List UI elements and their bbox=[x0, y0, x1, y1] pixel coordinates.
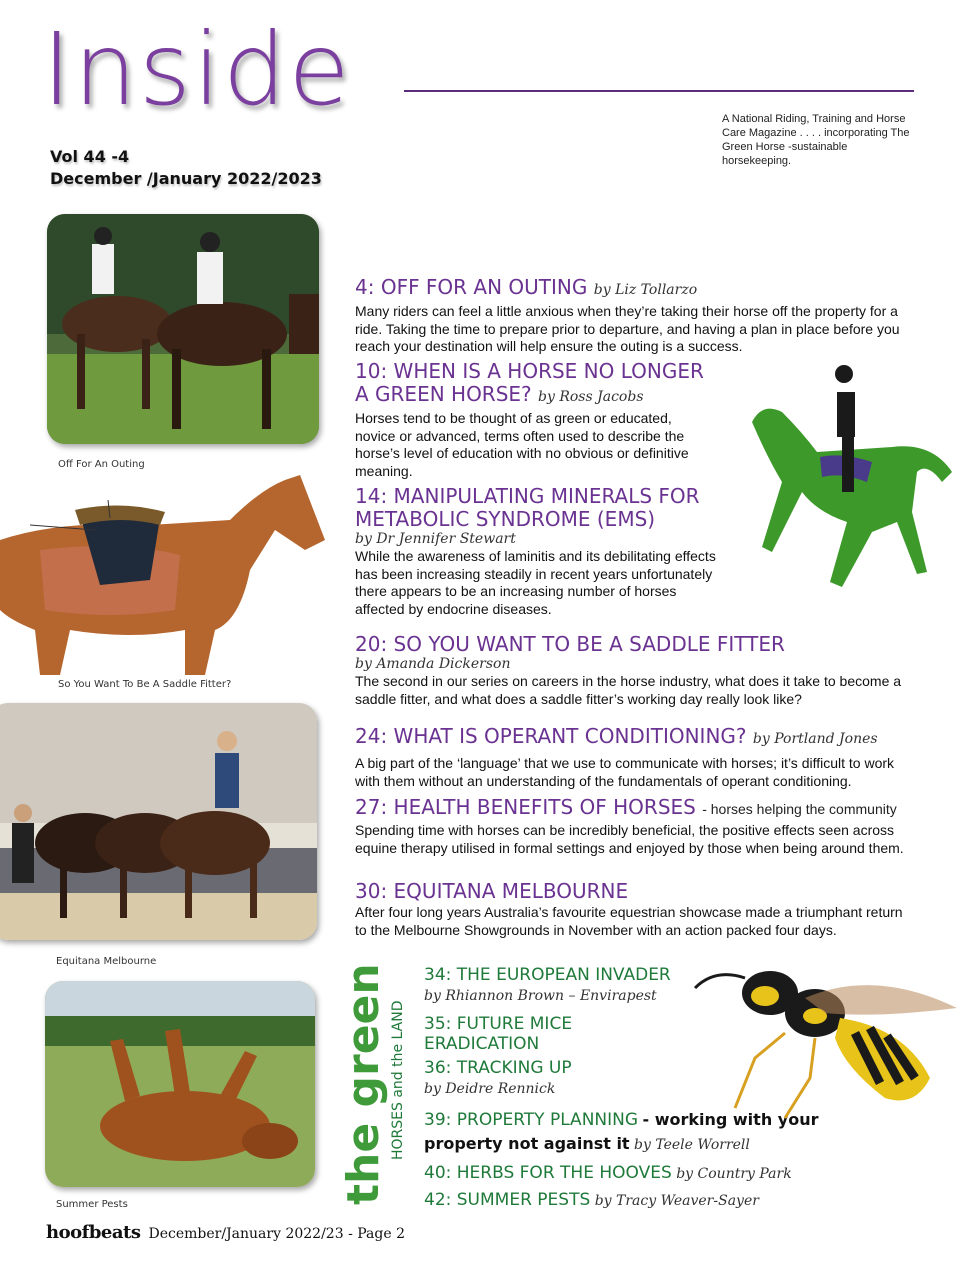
article-24 bbox=[355, 725, 915, 790]
article-subtitle: - horses helping the community bbox=[702, 801, 897, 817]
article-description: Spending time with horses can be incredibly beneficial, the positive effects seen across equine therapy utilised in formal settings and enjoyed by those when being around them. bbox=[355, 822, 904, 856]
article-description: While the awareness of laminitis and its debilitating effects has been increasing steadily in recent years unfortunately there appears to be an increasing number of horses affected by endocrine diseases. bbox=[355, 548, 716, 617]
photo-caption: Summer Pests bbox=[56, 1199, 128, 1210]
greenhorse-item-42 bbox=[424, 1190, 844, 1210]
greenhorse-byline: by Tracy Weaver-Sayer bbox=[594, 1193, 759, 1209]
photo-liberty-horses bbox=[0, 703, 317, 940]
greenhorse-headline[interactable]: 42: SUMMER PESTS bbox=[424, 1190, 591, 1210]
footer-page-text: December/January 2022/23 - Page 2 bbox=[148, 1226, 405, 1242]
photo-riders bbox=[47, 214, 319, 444]
illustration-wasp bbox=[675, 958, 960, 1123]
article-description: After four long years Australia’s favourite equestrian showcase made a triumphant return to the Melbourne Showgrounds in November with an action packed four days. bbox=[355, 904, 903, 938]
article-20 bbox=[355, 633, 915, 708]
greenhorse-kicker: - working with your property not against it bbox=[424, 1110, 819, 1153]
article-description: Horses tend to be thought of as green or educated, novice or advanced, terms often used to describe the horse’s level of education with no obvious or definitive meaning. bbox=[355, 410, 689, 479]
page-footer bbox=[46, 1222, 405, 1243]
greenhorse-byline: by Rhiannon Brown – Envirapest bbox=[424, 988, 657, 1004]
greenhorse-headline[interactable]: 36: TRACKING UP bbox=[424, 1058, 572, 1078]
greenhorse-headline[interactable]: 34: THE EUROPEAN INVADER bbox=[424, 965, 671, 985]
article-byline: by Portland Jones bbox=[752, 731, 878, 747]
greenhorse-byline: by Teele Worrell bbox=[634, 1137, 750, 1153]
article-byline: by Ross Jacobs bbox=[538, 389, 644, 405]
article-byline: by Liz Tollarzo bbox=[593, 282, 698, 298]
photo-saddle-horse bbox=[0, 470, 335, 675]
volume-label: Vol 44 -4 bbox=[50, 147, 130, 166]
greenhorse-headline[interactable]: 35: FUTURE MICE ERADICATION bbox=[424, 1014, 573, 1054]
greenhorse-logo-subtitle: HORSES and the LAND bbox=[390, 1000, 406, 1160]
article-byline: by Dr Jennifer Stewart bbox=[355, 531, 516, 547]
article-10 bbox=[355, 360, 715, 480]
photo-caption: Equitana Melbourne bbox=[56, 956, 157, 967]
greenhorse-headline[interactable]: 40: HERBS FOR THE HOOVES bbox=[424, 1163, 672, 1183]
greenhorse-byline: by Deidre Rennick bbox=[424, 1081, 556, 1097]
article-headline[interactable]: 14: MANIPULATING MINERALS FOR METABOLIC SYNDROME (EMS) bbox=[355, 484, 700, 531]
footer-brand: hoofbeats bbox=[46, 1222, 141, 1243]
greenhorse-item-35 bbox=[424, 1014, 624, 1054]
article-4 bbox=[355, 276, 915, 356]
article-14 bbox=[355, 485, 720, 618]
issue-date: December /January 2022/2023 bbox=[50, 169, 322, 188]
article-headline[interactable]: 30: EQUITANA MELBOURNE bbox=[355, 879, 629, 903]
greenhorse-byline: by Country Park bbox=[676, 1166, 792, 1182]
article-headline[interactable]: 24: WHAT IS OPERANT CONDITIONING? bbox=[355, 724, 747, 748]
article-headline[interactable]: 27: HEALTH BENEFITS OF HORSES bbox=[355, 795, 696, 819]
issue-info bbox=[50, 146, 322, 190]
article-30 bbox=[355, 880, 915, 939]
article-headline[interactable]: 4: OFF FOR AN OUTING bbox=[355, 275, 588, 299]
greenhorse-logo bbox=[330, 960, 410, 1210]
magazine-tagline: A National Riding, Training and Horse Care Magazine . . . . incorporating The Green Horse -sustainable horsekeeping. bbox=[722, 113, 910, 167]
photo-caption: So You Want To Be A Saddle Fitter? bbox=[58, 679, 232, 690]
article-description: Many riders can feel a little anxious when they’re taking their horse off the property for a ride. Taking the time to prepare prior to departure, and having a plan in place before you reach your destination will help ensure the outing is a success. bbox=[355, 303, 900, 354]
article-headline[interactable]: 10: WHEN IS A HORSE NO LONGER A GREEN HORSE? bbox=[355, 359, 704, 406]
article-description: A big part of the ‘language’ that we use to communicate with horses; it’s difficult to work with them without an understanding of the fundamentals of operant conditioning. bbox=[355, 755, 895, 789]
greenhorse-item-40 bbox=[424, 1163, 844, 1183]
article-byline: by Amanda Dickerson bbox=[355, 656, 511, 672]
greenhorse-headline[interactable]: 39: PROPERTY PLANNING bbox=[424, 1110, 639, 1130]
illustration-green-horse bbox=[722, 362, 960, 607]
photo-caption: Off For An Outing bbox=[58, 459, 145, 470]
greenhorse-logo-word: the greenhorse bbox=[338, 960, 389, 1205]
article-27 bbox=[355, 796, 915, 857]
article-description: The second in our series on careers in the horse industry, what does it take to become a saddle fitter, and what does a saddle fitter’s working day really look like? bbox=[355, 673, 902, 707]
photo-rolling-horse bbox=[45, 981, 315, 1187]
page-title: Inside bbox=[42, 11, 352, 128]
header-rule bbox=[404, 90, 914, 92]
article-headline[interactable]: 20: SO YOU WANT TO BE A SADDLE FITTER bbox=[355, 632, 785, 656]
